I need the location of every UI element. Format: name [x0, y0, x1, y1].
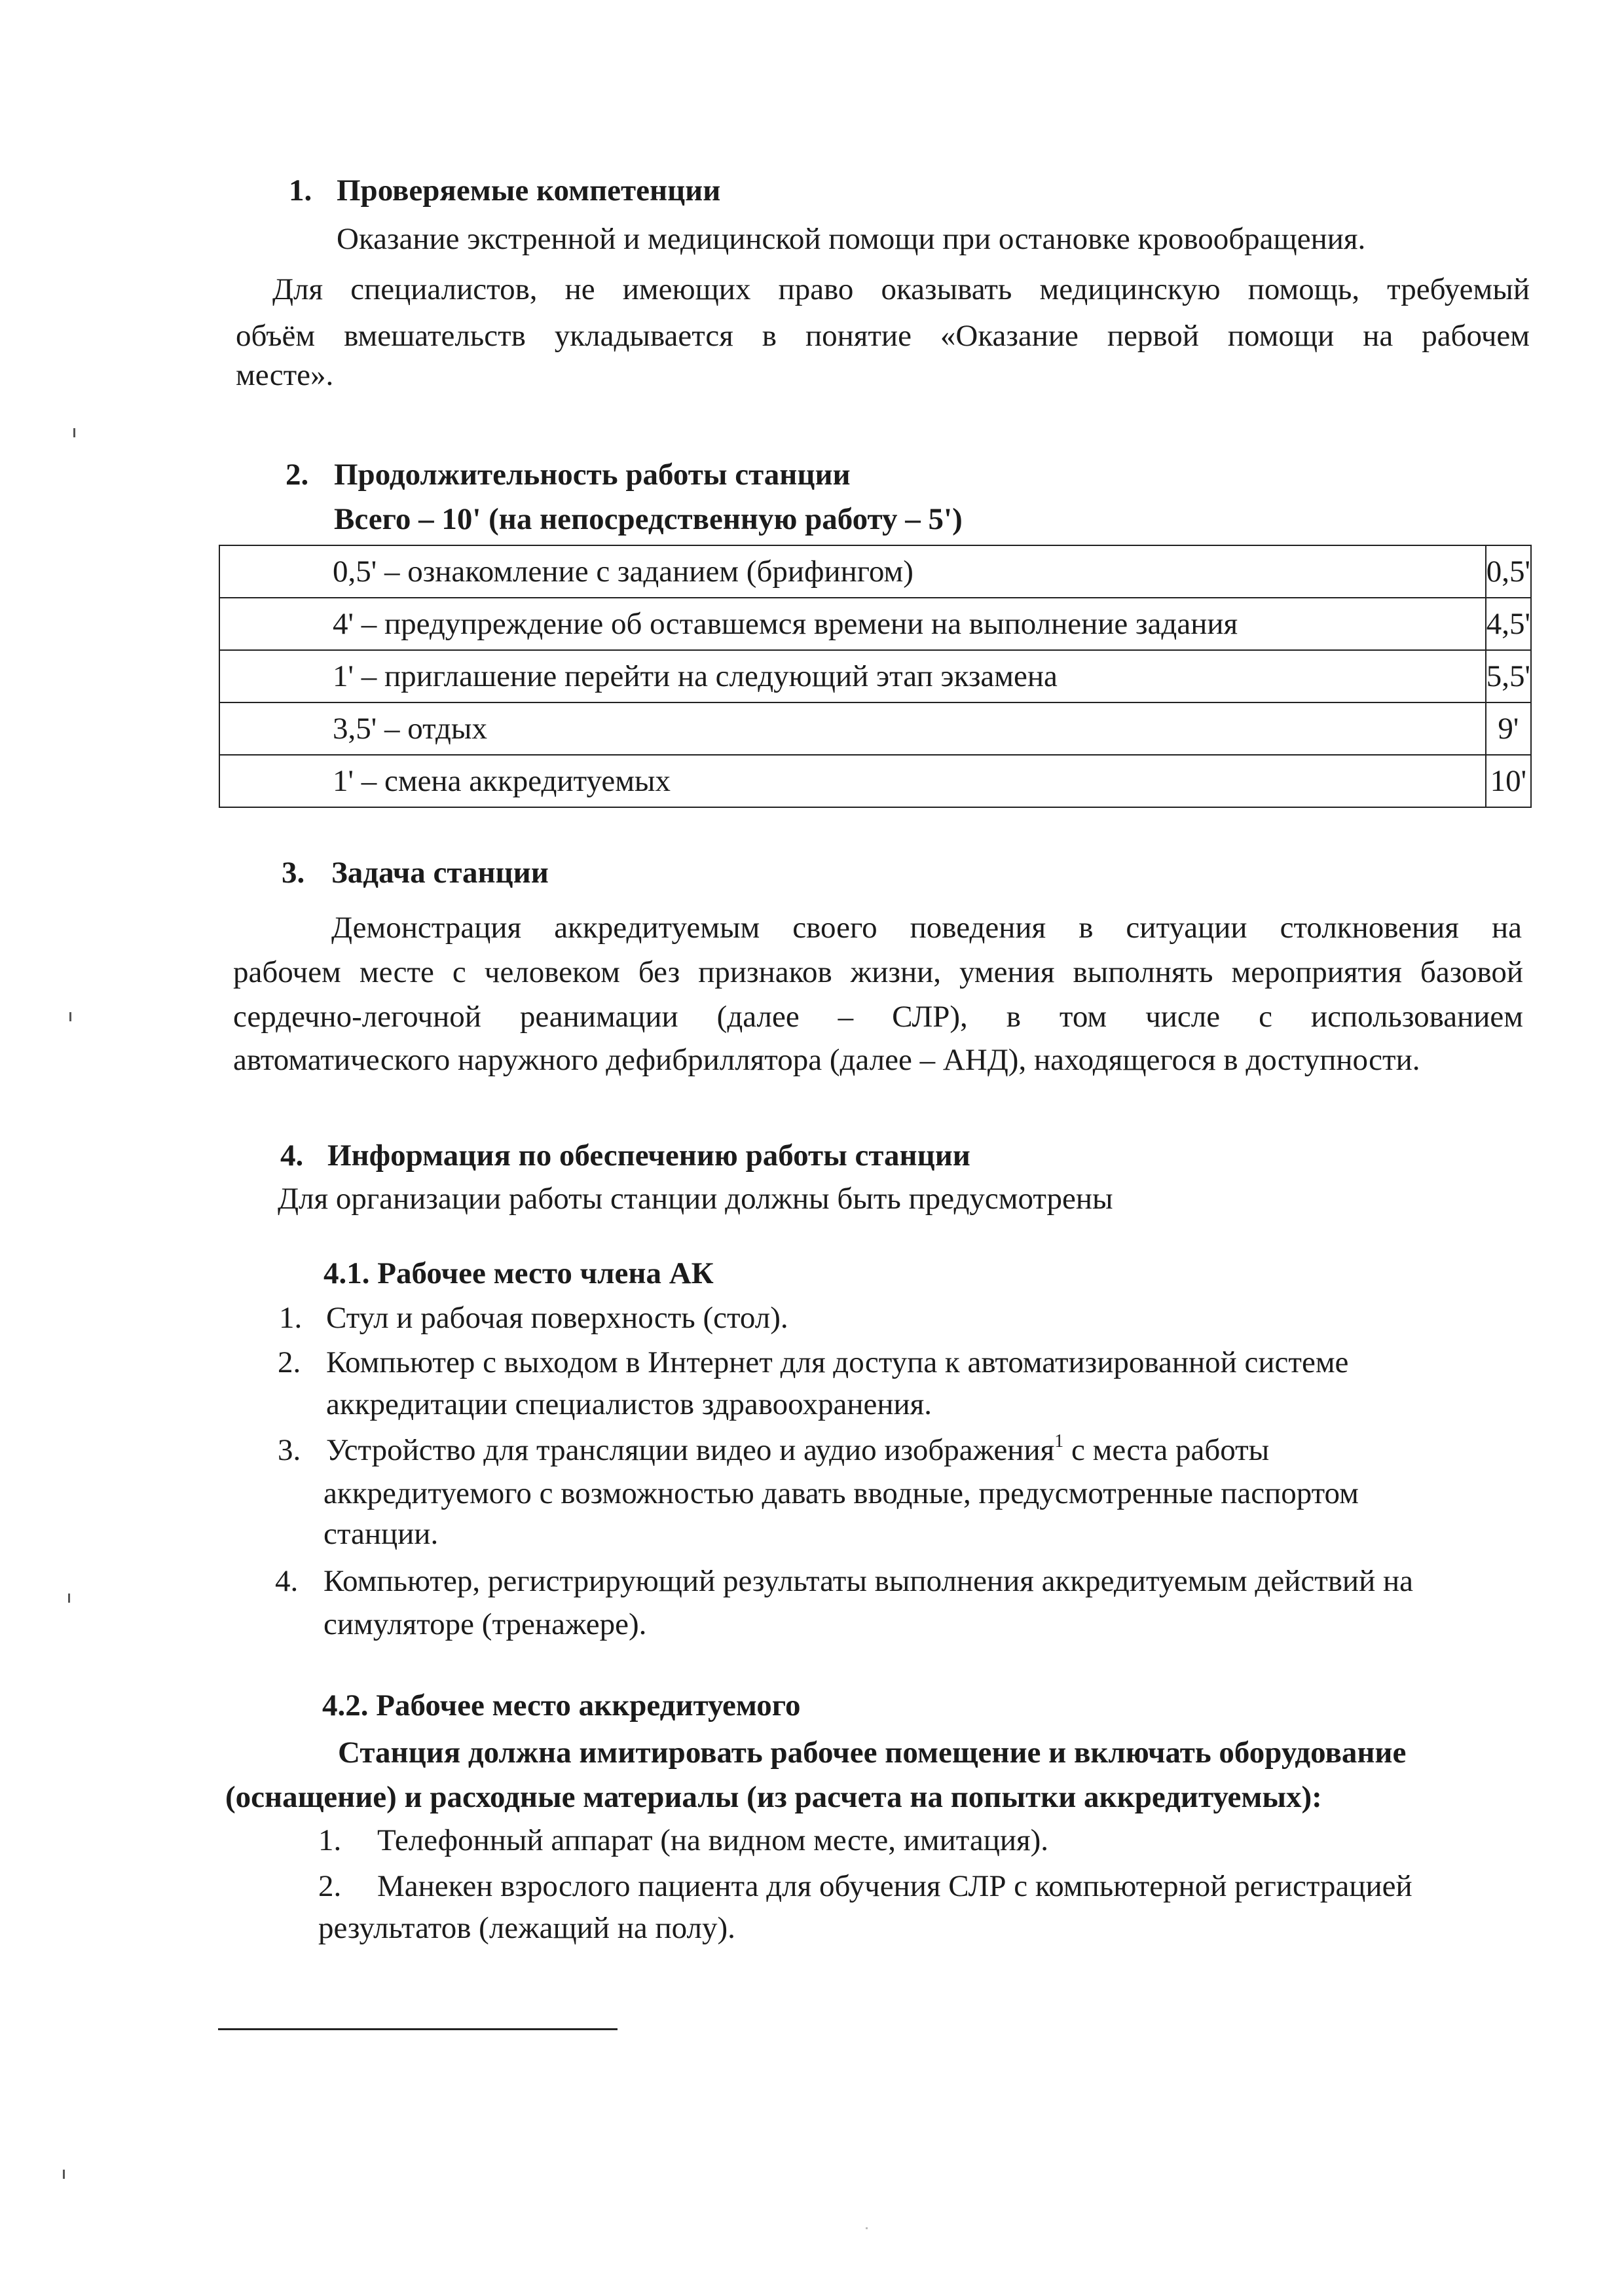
list-item-number: 3.: [278, 1433, 301, 1467]
scan-mark: [69, 1012, 71, 1021]
timing-value: 0,5': [1486, 545, 1531, 598]
list-item-text: Устройство для трансляции видео и аудио изображения: [326, 1433, 1055, 1467]
section3-title: Задача станции: [331, 856, 549, 890]
list-item: Телефонный аппарат (на видном месте, имитация).: [377, 1823, 1049, 1857]
bold-paragraph-line: (оснащение) и расходные материалы (из расчета на попытки аккредитуемых):: [225, 1780, 1322, 1814]
list-item-number: 1.: [279, 1301, 303, 1335]
subsection-4-1-title: 4.1. Рабочее место члена АК: [323, 1256, 714, 1290]
table-row: [219, 755, 1531, 807]
section1-para-line: Для специалистов, не имеющих право оказывать медицинскую помощь, требуемый: [272, 274, 1530, 306]
list-item: станции.: [323, 1517, 439, 1551]
list-item-number: 2.: [278, 1345, 301, 1379]
list-item: аккредитации специалистов здравоохранения.: [326, 1387, 932, 1421]
scan-mark: [73, 428, 75, 437]
section2-title: Продолжительность работы станции: [334, 458, 851, 492]
section3-line: сердечно-легочной реанимации (далее – СЛР), в том числе с использованием: [233, 1002, 1523, 1034]
section3-line: Демонстрация аккредитуемым своего поведения в ситуации столкновения на: [331, 913, 1522, 945]
list-item: Стул и рабочая поверхность (стол).: [326, 1301, 788, 1335]
section1-para-line: объём вмешательств укладывается в понятие «Оказание первой помощи на рабочем: [236, 321, 1530, 353]
list-item: [326, 1431, 1270, 1467]
footnote-separator: [218, 2028, 618, 2030]
section3-number: 3.: [282, 856, 305, 890]
timing-value: 9': [1486, 702, 1531, 755]
list-item: Компьютер с выходом в Интернет для доступа к автоматизированной системе: [326, 1345, 1349, 1379]
section2-number: 2.: [286, 458, 309, 492]
list-item: результатов (лежащий на полу).: [318, 1911, 735, 1945]
section3-line: автоматического наружного дефибриллятора (далее – АНД), находящегося в доступности.: [233, 1043, 1420, 1077]
timing-desc: 0,5' – ознакомление с заданием (брифингом): [219, 545, 1486, 598]
list-item-number: 4.: [275, 1564, 299, 1598]
list-item: симуляторе (тренажере).: [323, 1607, 647, 1641]
timing-desc: 1' – приглашение перейти на следующий этап экзамена: [219, 650, 1486, 702]
bold-paragraph-line: Станция должна имитировать рабочее помещение и включать оборудование: [338, 1736, 1407, 1770]
subsection-4-2-title: 4.2. Рабочее место аккредитуемого: [322, 1688, 801, 1722]
section4-number: 4.: [280, 1139, 304, 1173]
section1-line1: Оказание экстренной и медицинской помощи при остановке кровообращения.: [337, 222, 1366, 256]
list-item: Компьютер, регистрирующий результаты выполнения аккредитуемым действий на: [323, 1564, 1414, 1598]
timing-table: [219, 545, 1532, 808]
section1-para-line: месте».: [236, 358, 334, 392]
section3-line: рабочем месте с человеком без признаков жизни, умения выполнять мероприятия базовой: [233, 957, 1523, 989]
table-row: [219, 650, 1531, 702]
list-item: Манекен взрослого пациента для обучения СЛР с компьютерной регистрацией: [377, 1869, 1412, 1903]
timing-value: 10': [1486, 755, 1531, 807]
list-item: аккредитуемого с возможностью давать вводные, предусмотренные паспортом: [323, 1476, 1359, 1510]
timing-value: 4,5': [1486, 598, 1531, 650]
timing-desc: 3,5' – отдых: [219, 702, 1486, 755]
section4-title: Информация по обеспечению работы станции: [327, 1139, 970, 1173]
list-item-number: 2.: [318, 1869, 342, 1903]
timing-desc: 1' – смена аккредитуемых: [219, 755, 1486, 807]
timing-desc: 4' – предупреждение об оставшемся времени на выполнение задания: [219, 598, 1486, 650]
footnote-ref: 1: [1054, 1431, 1064, 1451]
table-row: [219, 598, 1531, 650]
scan-mark: [68, 1594, 70, 1603]
section1-title: Проверяемые компетенции: [337, 173, 721, 208]
section4-intro: Для организации работы станции должны быть предусмотрены: [278, 1182, 1113, 1216]
section1-number: 1.: [289, 173, 312, 208]
timing-value: 5,5': [1486, 650, 1531, 702]
section2-subtitle: Всего – 10' (на непосредственную работу – 5'): [334, 502, 963, 536]
scan-dot: [866, 2227, 868, 2229]
scan-mark: [63, 2170, 65, 2179]
table-row: [219, 702, 1531, 755]
list-item-number: 1.: [318, 1823, 342, 1857]
list-item-text: с места работы: [1063, 1433, 1270, 1467]
table-row: [219, 545, 1531, 598]
